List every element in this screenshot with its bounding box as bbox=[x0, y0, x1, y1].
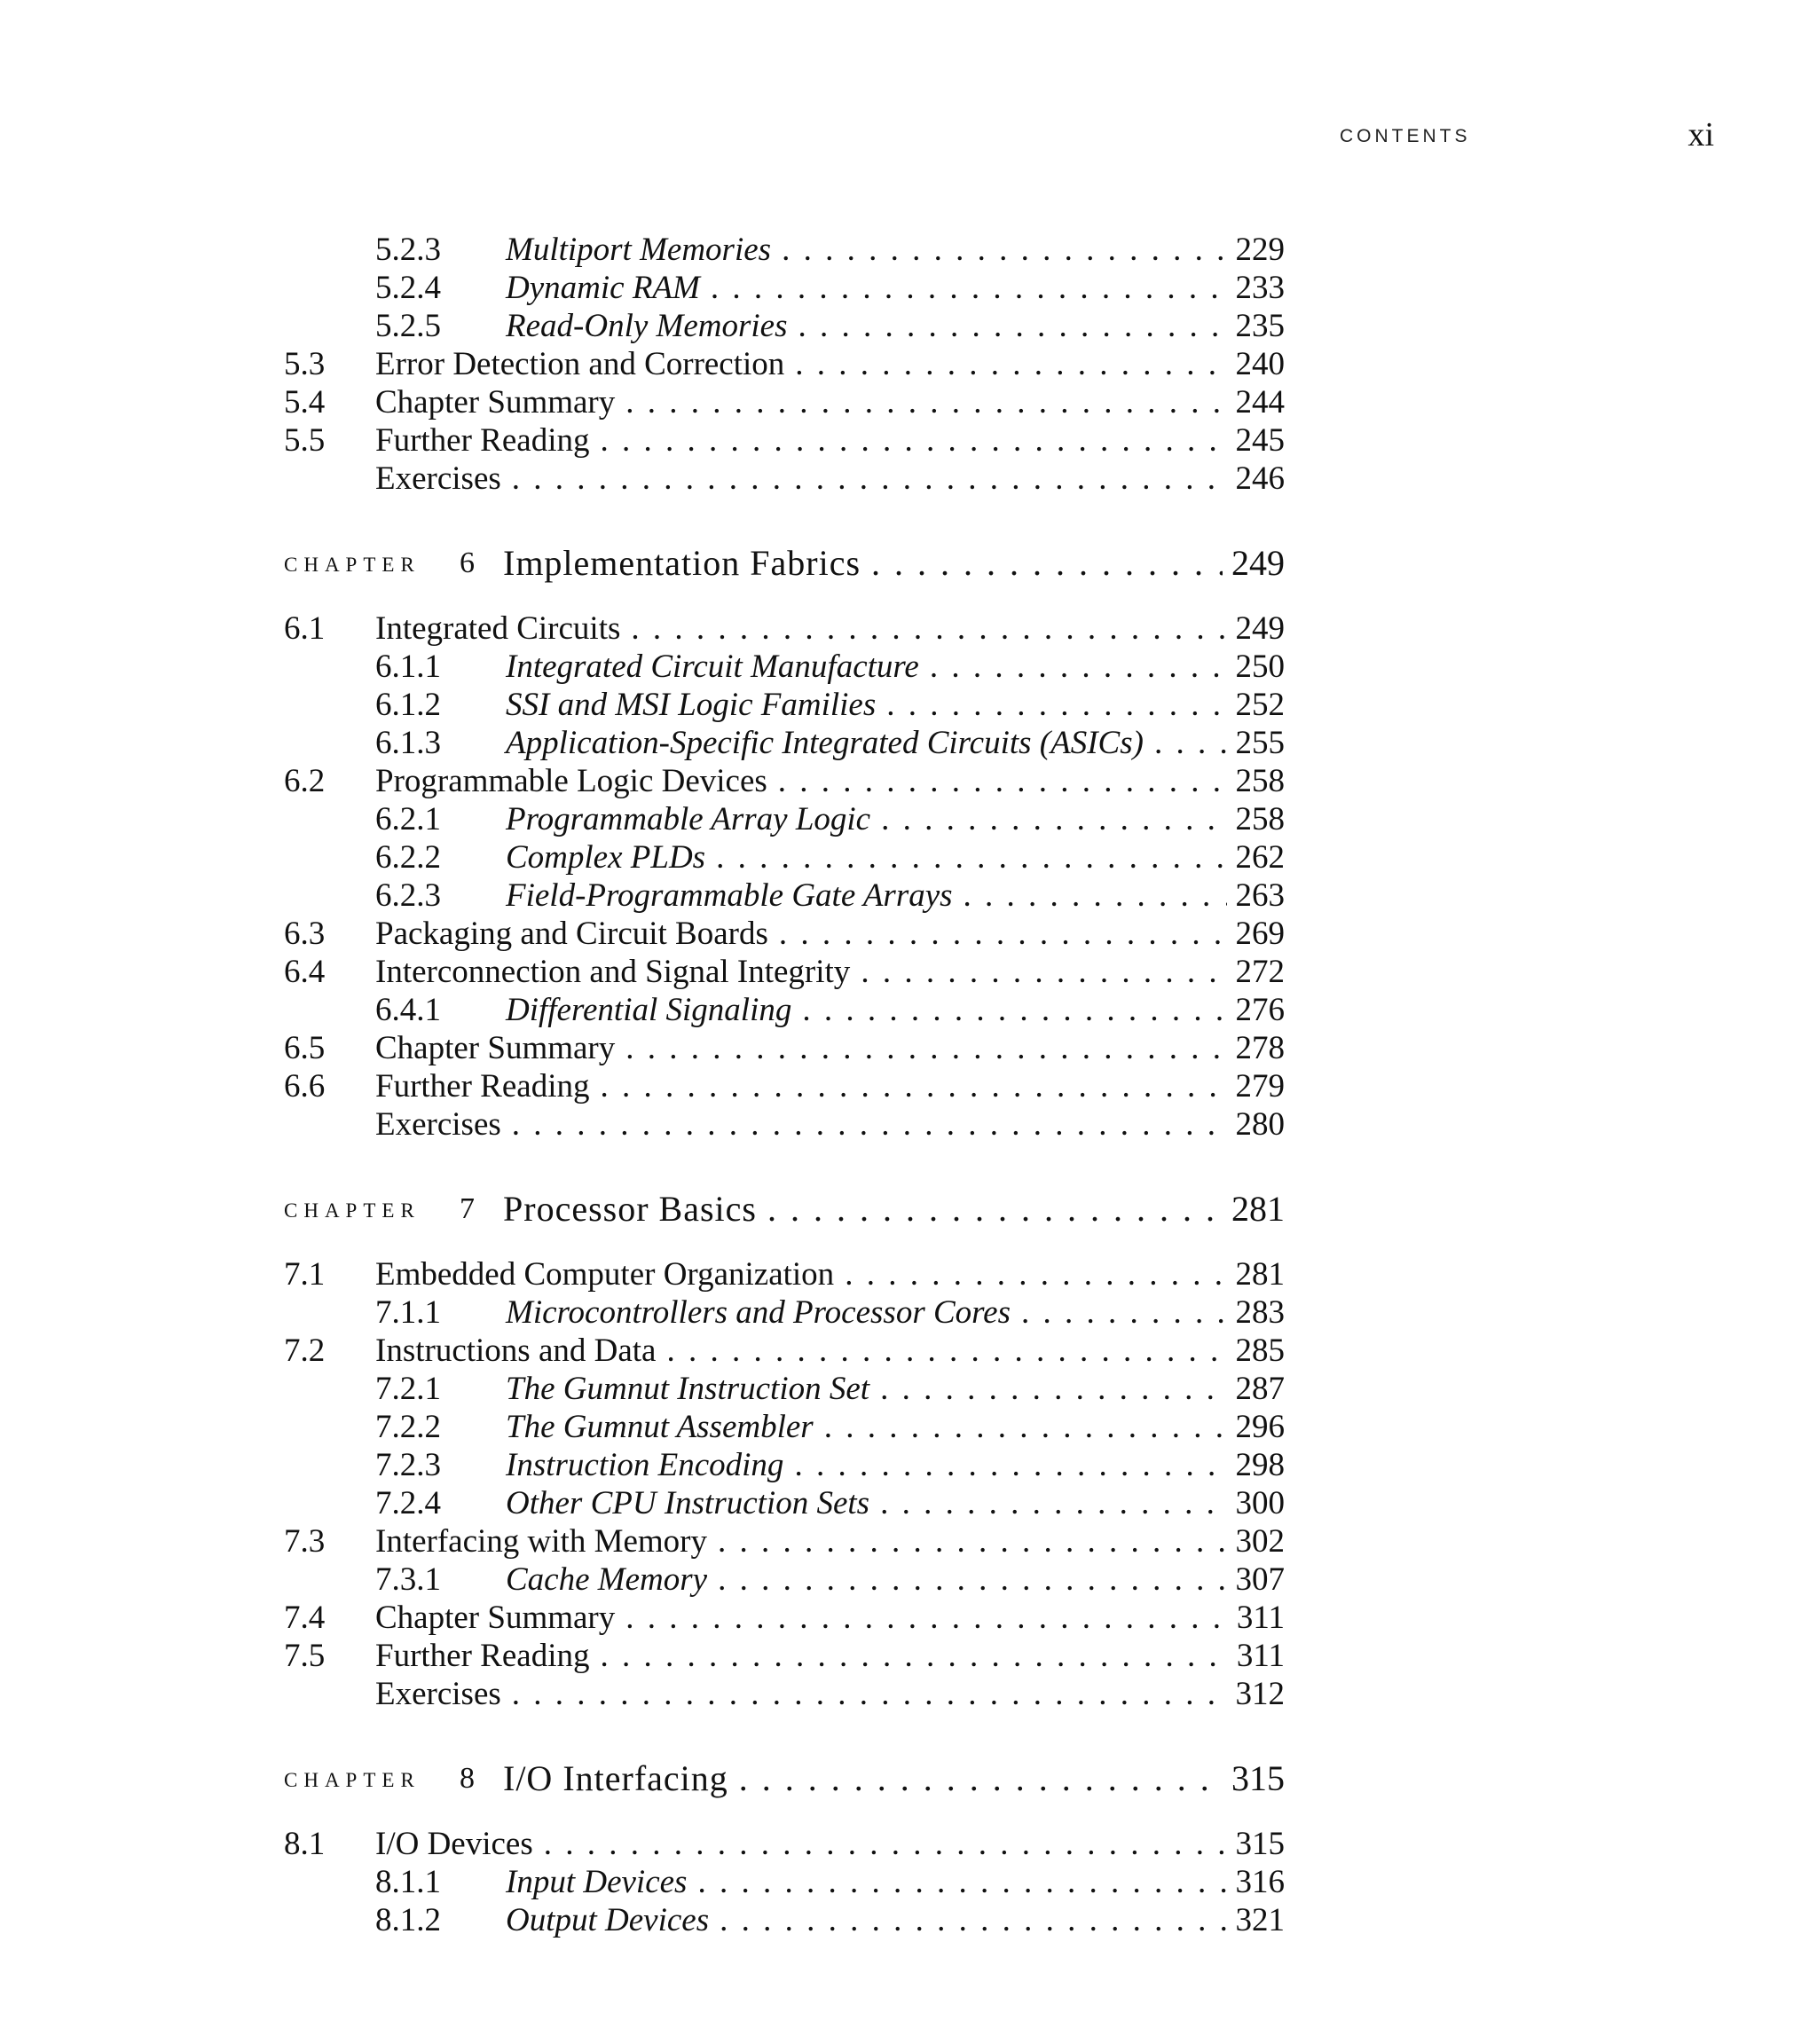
section-title: Differential Signaling bbox=[506, 992, 792, 1028]
dot-leader bbox=[880, 1370, 1226, 1408]
toc-subsection-entry[interactable] bbox=[284, 1484, 1285, 1522]
dot-leader bbox=[794, 1446, 1226, 1484]
page-number: 287 bbox=[1235, 1371, 1285, 1407]
section-number: 6.4 bbox=[284, 954, 326, 990]
page-number: 269 bbox=[1235, 916, 1285, 952]
section-number: 7.1.1 bbox=[375, 1294, 441, 1331]
dot-leader bbox=[512, 1105, 1227, 1144]
section-title: Further Reading bbox=[375, 1638, 590, 1674]
dot-leader bbox=[625, 1029, 1226, 1067]
section-number: 6.2 bbox=[284, 763, 326, 799]
section-title: Packaging and Circuit Boards bbox=[375, 916, 768, 952]
dot-leader bbox=[697, 1863, 1226, 1901]
dot-leader bbox=[1021, 1293, 1226, 1332]
section-number: 7.2.3 bbox=[375, 1447, 441, 1483]
toc-subsection-entry[interactable] bbox=[284, 1561, 1285, 1599]
toc-subsection-entry[interactable] bbox=[284, 1370, 1285, 1408]
page-number: 245 bbox=[1235, 422, 1285, 459]
toc-section-entry[interactable] bbox=[284, 1599, 1285, 1637]
page-number: 250 bbox=[1235, 649, 1285, 685]
chapter-heading[interactable] bbox=[284, 535, 1285, 592]
chapter-label: CHAPTER bbox=[284, 1769, 421, 1791]
chapter-heading[interactable] bbox=[284, 1750, 1285, 1807]
section-title: Integrated Circuits bbox=[375, 610, 621, 647]
dot-leader bbox=[795, 345, 1226, 383]
chapter-title: Processor Basics bbox=[503, 1189, 757, 1229]
chapter-title: I/O Interfacing bbox=[503, 1758, 728, 1798]
toc-section-entry[interactable] bbox=[284, 383, 1285, 421]
section-number: 6.1 bbox=[284, 610, 326, 647]
dot-leader bbox=[600, 1067, 1226, 1105]
dot-leader bbox=[779, 915, 1227, 953]
toc-subsection-entry[interactable] bbox=[284, 991, 1285, 1029]
dot-leader bbox=[512, 460, 1227, 498]
section-title: Chapter Summary bbox=[375, 1030, 616, 1066]
section-number: 7.3.1 bbox=[375, 1561, 441, 1598]
section-title: Cache Memory bbox=[506, 1561, 708, 1598]
section-title: Instructions and Data bbox=[375, 1333, 657, 1369]
page-number: 255 bbox=[1235, 725, 1285, 761]
dot-leader bbox=[845, 1255, 1226, 1293]
dot-leader bbox=[778, 762, 1227, 800]
dot-leader bbox=[625, 1599, 1228, 1637]
page-number: 296 bbox=[1235, 1409, 1285, 1445]
section-title: Error Detection and Correction bbox=[375, 346, 785, 382]
toc-section-entry[interactable] bbox=[284, 1522, 1285, 1561]
toc-subsection-entry[interactable] bbox=[284, 307, 1285, 345]
section-number: 7.5 bbox=[284, 1638, 326, 1674]
toc-section-entry[interactable] bbox=[284, 1637, 1285, 1675]
dot-leader bbox=[711, 269, 1227, 307]
toc-section-entry[interactable] bbox=[284, 1067, 1285, 1105]
section-title: Interfacing with Memory bbox=[375, 1523, 707, 1560]
section-title: The Gumnut Assembler bbox=[506, 1409, 814, 1445]
section-number: 6.4.1 bbox=[375, 992, 441, 1028]
dot-leader bbox=[871, 535, 1223, 592]
table-of-contents bbox=[284, 231, 1285, 1939]
page-number: 229 bbox=[1235, 232, 1285, 268]
dot-leader bbox=[886, 686, 1226, 724]
section-title: Further Reading bbox=[375, 1068, 590, 1105]
toc-subsection-entry[interactable] bbox=[284, 838, 1285, 877]
section-number: 8.1.2 bbox=[375, 1902, 441, 1938]
dot-leader bbox=[625, 383, 1226, 421]
section-number: 5.2.3 bbox=[375, 232, 441, 268]
dot-leader bbox=[1154, 724, 1227, 762]
dot-leader bbox=[600, 1637, 1227, 1675]
section-title: Programmable Logic Devices bbox=[375, 763, 767, 799]
section-number: 6.2.1 bbox=[375, 801, 441, 837]
section-title: Output Devices bbox=[506, 1902, 710, 1938]
page-number: 300 bbox=[1235, 1485, 1285, 1521]
section-number: 5.3 bbox=[284, 346, 326, 382]
toc-section-entry[interactable] bbox=[284, 1255, 1285, 1293]
section-title: Other CPU Instruction Sets bbox=[506, 1485, 870, 1521]
page-number: 285 bbox=[1235, 1333, 1285, 1369]
page-number: 278 bbox=[1235, 1030, 1285, 1066]
dot-leader bbox=[739, 1750, 1223, 1807]
dot-leader bbox=[600, 421, 1226, 460]
toc-subsection-entry[interactable] bbox=[284, 877, 1285, 915]
section-number: 7.3 bbox=[284, 1523, 326, 1560]
toc-subsection-entry[interactable] bbox=[284, 1901, 1285, 1939]
page-number: 276 bbox=[1235, 992, 1285, 1028]
section-number: 8.1 bbox=[284, 1826, 326, 1862]
section-title: Embedded Computer Organization bbox=[375, 1256, 835, 1293]
page-number: 235 bbox=[1235, 308, 1285, 344]
section-number: 7.2.1 bbox=[375, 1371, 441, 1407]
chapter-number: 7 bbox=[460, 1192, 475, 1225]
dot-leader bbox=[631, 609, 1226, 648]
toc-subsection-entry[interactable] bbox=[284, 1863, 1285, 1901]
chapter-label: CHAPTER bbox=[284, 1199, 421, 1222]
toc-section-entry[interactable] bbox=[284, 421, 1285, 460]
section-title: Integrated Circuit Manufacture bbox=[506, 649, 919, 685]
dot-leader bbox=[544, 1825, 1227, 1863]
section-number: 6.3 bbox=[284, 916, 326, 952]
toc-section-entry[interactable] bbox=[284, 762, 1285, 800]
section-number: 6.2.3 bbox=[375, 877, 441, 914]
section-title: SSI and MSI Logic Families bbox=[506, 687, 877, 723]
toc-section-entry[interactable] bbox=[284, 1332, 1285, 1370]
section-title: Chapter Summary bbox=[375, 384, 616, 421]
section-number: 7.2.2 bbox=[375, 1409, 441, 1445]
section-number: 6.5 bbox=[284, 1030, 326, 1066]
dot-leader bbox=[802, 991, 1226, 1029]
section-number: 7.2.4 bbox=[375, 1485, 441, 1521]
chapter-title: Implementation Fabrics bbox=[503, 543, 861, 583]
dot-leader bbox=[716, 838, 1226, 877]
section-number: 5.2.4 bbox=[375, 270, 441, 306]
toc-section-entry[interactable] bbox=[284, 1105, 1285, 1144]
section-title: Dynamic RAM bbox=[506, 270, 700, 306]
page-number: 246 bbox=[1235, 460, 1285, 497]
page-number: 263 bbox=[1235, 877, 1285, 914]
section-title: Read-Only Memories bbox=[506, 308, 788, 344]
section-number: 6.6 bbox=[284, 1068, 326, 1105]
dot-leader bbox=[666, 1332, 1226, 1370]
section-number: 6.1.1 bbox=[375, 649, 441, 685]
section-number: 8.1.1 bbox=[375, 1864, 441, 1900]
toc-section-entry[interactable] bbox=[284, 609, 1285, 648]
dot-leader bbox=[767, 1181, 1223, 1238]
section-number: 7.1 bbox=[284, 1256, 326, 1293]
section-number: 6.1.2 bbox=[375, 687, 441, 723]
section-title: I/O Devices bbox=[375, 1826, 533, 1862]
section-number: 6.1.3 bbox=[375, 725, 441, 761]
page-number: 244 bbox=[1235, 384, 1285, 421]
toc-section-entry[interactable] bbox=[284, 953, 1285, 991]
section-title: Field-Programmable Gate Arrays bbox=[506, 877, 953, 914]
running-head-label: CONTENTS bbox=[1340, 126, 1471, 146]
page-number: 281 bbox=[1235, 1256, 1285, 1293]
dot-leader bbox=[861, 953, 1226, 991]
toc-section-entry[interactable] bbox=[284, 1675, 1285, 1713]
page-number: 280 bbox=[1235, 1106, 1285, 1143]
page-number: 252 bbox=[1235, 687, 1285, 723]
toc-subsection-entry[interactable] bbox=[284, 231, 1285, 269]
page-folio: xi bbox=[1687, 116, 1714, 153]
section-title: Exercises bbox=[375, 1676, 501, 1712]
section-title: Chapter Summary bbox=[375, 1600, 616, 1636]
section-number: 7.4 bbox=[284, 1600, 326, 1636]
dot-leader bbox=[880, 1484, 1226, 1522]
page-number: 283 bbox=[1235, 1294, 1285, 1331]
page-number: 307 bbox=[1235, 1561, 1285, 1598]
page-number: 258 bbox=[1235, 801, 1285, 837]
chapter-heading[interactable] bbox=[284, 1181, 1285, 1238]
section-title: Microcontrollers and Processor Cores bbox=[506, 1294, 1011, 1331]
section-number: 5.2.5 bbox=[375, 308, 441, 344]
section-title: Input Devices bbox=[506, 1864, 688, 1900]
dot-leader bbox=[720, 1901, 1226, 1939]
toc-subsection-entry[interactable] bbox=[284, 800, 1285, 838]
dot-leader bbox=[824, 1408, 1227, 1446]
section-title: Exercises bbox=[375, 1106, 501, 1143]
section-title: Programmable Array Logic bbox=[506, 801, 871, 837]
page-number: 311 bbox=[1236, 1638, 1285, 1674]
page-number: 312 bbox=[1235, 1676, 1285, 1712]
page-number: 316 bbox=[1235, 1864, 1285, 1900]
toc-section-entry[interactable] bbox=[284, 460, 1285, 498]
page-number: 315 bbox=[1235, 1826, 1285, 1862]
dot-leader bbox=[798, 307, 1226, 345]
page-number: 279 bbox=[1235, 1068, 1285, 1105]
section-title: The Gumnut Instruction Set bbox=[506, 1371, 870, 1407]
dot-leader bbox=[782, 231, 1226, 269]
section-title: Instruction Encoding bbox=[506, 1447, 784, 1483]
page-number: 298 bbox=[1235, 1447, 1285, 1483]
toc-subsection-entry[interactable] bbox=[284, 269, 1285, 307]
toc-section-entry[interactable] bbox=[284, 345, 1285, 383]
dot-leader bbox=[718, 1561, 1226, 1599]
running-head bbox=[1340, 116, 1714, 156]
page-number: 321 bbox=[1235, 1902, 1285, 1938]
toc-section-entry[interactable] bbox=[284, 1029, 1285, 1067]
page-number: 233 bbox=[1235, 270, 1285, 306]
dot-leader bbox=[718, 1522, 1227, 1561]
section-title: Application-Specific Integrated Circuits (ASICs) bbox=[506, 725, 1144, 761]
section-title: Further Reading bbox=[375, 422, 590, 459]
section-number: 5.4 bbox=[284, 384, 326, 421]
dot-leader bbox=[881, 800, 1226, 838]
section-title: Multiport Memories bbox=[506, 232, 772, 268]
page-number: 262 bbox=[1235, 839, 1285, 876]
chapter-page-number: 249 bbox=[1231, 543, 1285, 583]
toc-section-entry[interactable] bbox=[284, 915, 1285, 953]
toc-section-entry[interactable] bbox=[284, 1825, 1285, 1863]
toc-subsection-entry[interactable] bbox=[284, 1408, 1285, 1446]
section-title: Exercises bbox=[375, 460, 501, 497]
page-number: 272 bbox=[1235, 954, 1285, 990]
chapter-number: 6 bbox=[460, 546, 475, 579]
chapter-page-number: 315 bbox=[1231, 1758, 1285, 1798]
page-number: 249 bbox=[1235, 610, 1285, 647]
section-number: 5.5 bbox=[284, 422, 326, 459]
toc-subsection-entry[interactable] bbox=[284, 686, 1285, 724]
toc-subsection-entry[interactable] bbox=[284, 724, 1285, 762]
section-number: 7.2 bbox=[284, 1333, 326, 1369]
page-number: 258 bbox=[1235, 763, 1285, 799]
section-number: 6.2.2 bbox=[375, 839, 441, 876]
chapter-page-number: 281 bbox=[1231, 1189, 1285, 1229]
dot-leader bbox=[930, 648, 1227, 686]
chapter-number: 8 bbox=[460, 1762, 475, 1795]
dot-leader bbox=[964, 877, 1227, 915]
page-number: 311 bbox=[1236, 1600, 1285, 1636]
toc-subsection-entry[interactable] bbox=[284, 1446, 1285, 1484]
page-number: 302 bbox=[1235, 1523, 1285, 1560]
section-title: Interconnection and Signal Integrity bbox=[375, 954, 851, 990]
chapter-label: CHAPTER bbox=[284, 554, 421, 576]
section-title: Complex PLDs bbox=[506, 839, 706, 876]
toc-subsection-entry[interactable] bbox=[284, 648, 1285, 686]
toc-subsection-entry[interactable] bbox=[284, 1293, 1285, 1332]
page-number: 240 bbox=[1235, 346, 1285, 382]
dot-leader bbox=[512, 1675, 1227, 1713]
